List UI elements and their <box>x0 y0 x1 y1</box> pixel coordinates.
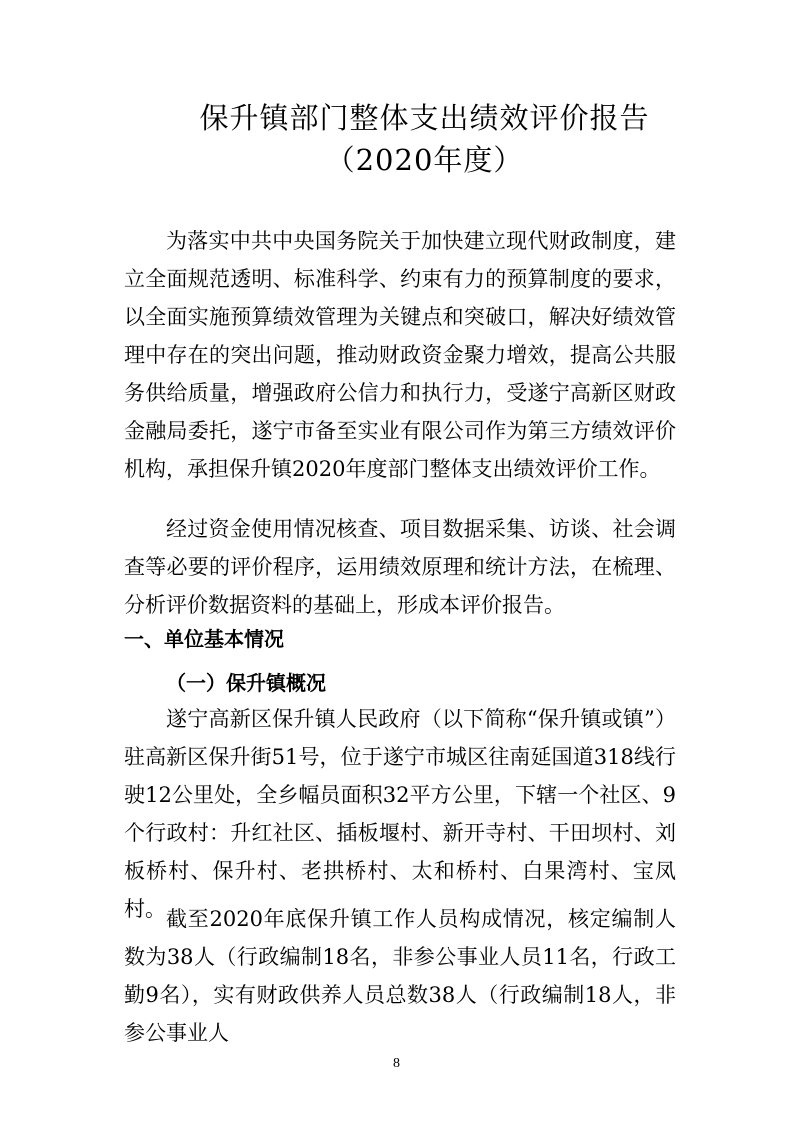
intro-paragraph: 为落实中共中央国务院关于加快建立现代财政制度，建立全面规范透明、标准科学、约束有力的预算制度的要求，以全面实施预算绩效管理为关键点和突破口，解决好绩效管理中存在的突出问题，推动财政资金聚力增效，提高公共服务供给质量，增强政府公信力和执行力，受遂宁高新区财政金融局委托，遂宁市备至实业有限公司作为第三方绩效评价机构，承担保升镇2020年度部门整体支出绩效评价工作。 <box>124 229 676 481</box>
method-paragraph: 经过资金使用情况核查、项目数据采集、访谈、社会调查等必要的评价程序，运用绩效原理和统计方法，在梳理、分析评价数据资料的基础上，形成本评价报告。 <box>124 517 676 617</box>
report-title: 保升镇部门整体支出绩效评价报告 <box>199 101 650 135</box>
section-heading: 一、单位基本情况 <box>124 627 284 651</box>
staffing-paragraph: 截至2020年底保升镇工作人员构成情况，核定编制人数为38人（行政编制18名，非参公事业人员11名，行政工勤9名），实有财政供养人员总数38人（行政编制18人，非参公事业人 <box>124 907 676 1045</box>
overview-paragraph: 遂宁高新区保升镇人民政府（以下简称“保升镇或镇”）驻高新区保升街51号，位于遂宁市城区往南延国道318线行驶12公里处，全乡幅员面积32平方公里，下辖一个社区、9个行政村：升红社区、插板堰村、新开寺村、干田坝村、刘板桥村、保升村、老拱桥村、太和桥村、白果湾村、宝凤村。 <box>124 707 676 921</box>
page-number: 8 <box>393 1056 400 1071</box>
report-year: （2020年度） <box>325 143 524 177</box>
subsection-heading: （一）保升镇概况 <box>166 671 326 695</box>
